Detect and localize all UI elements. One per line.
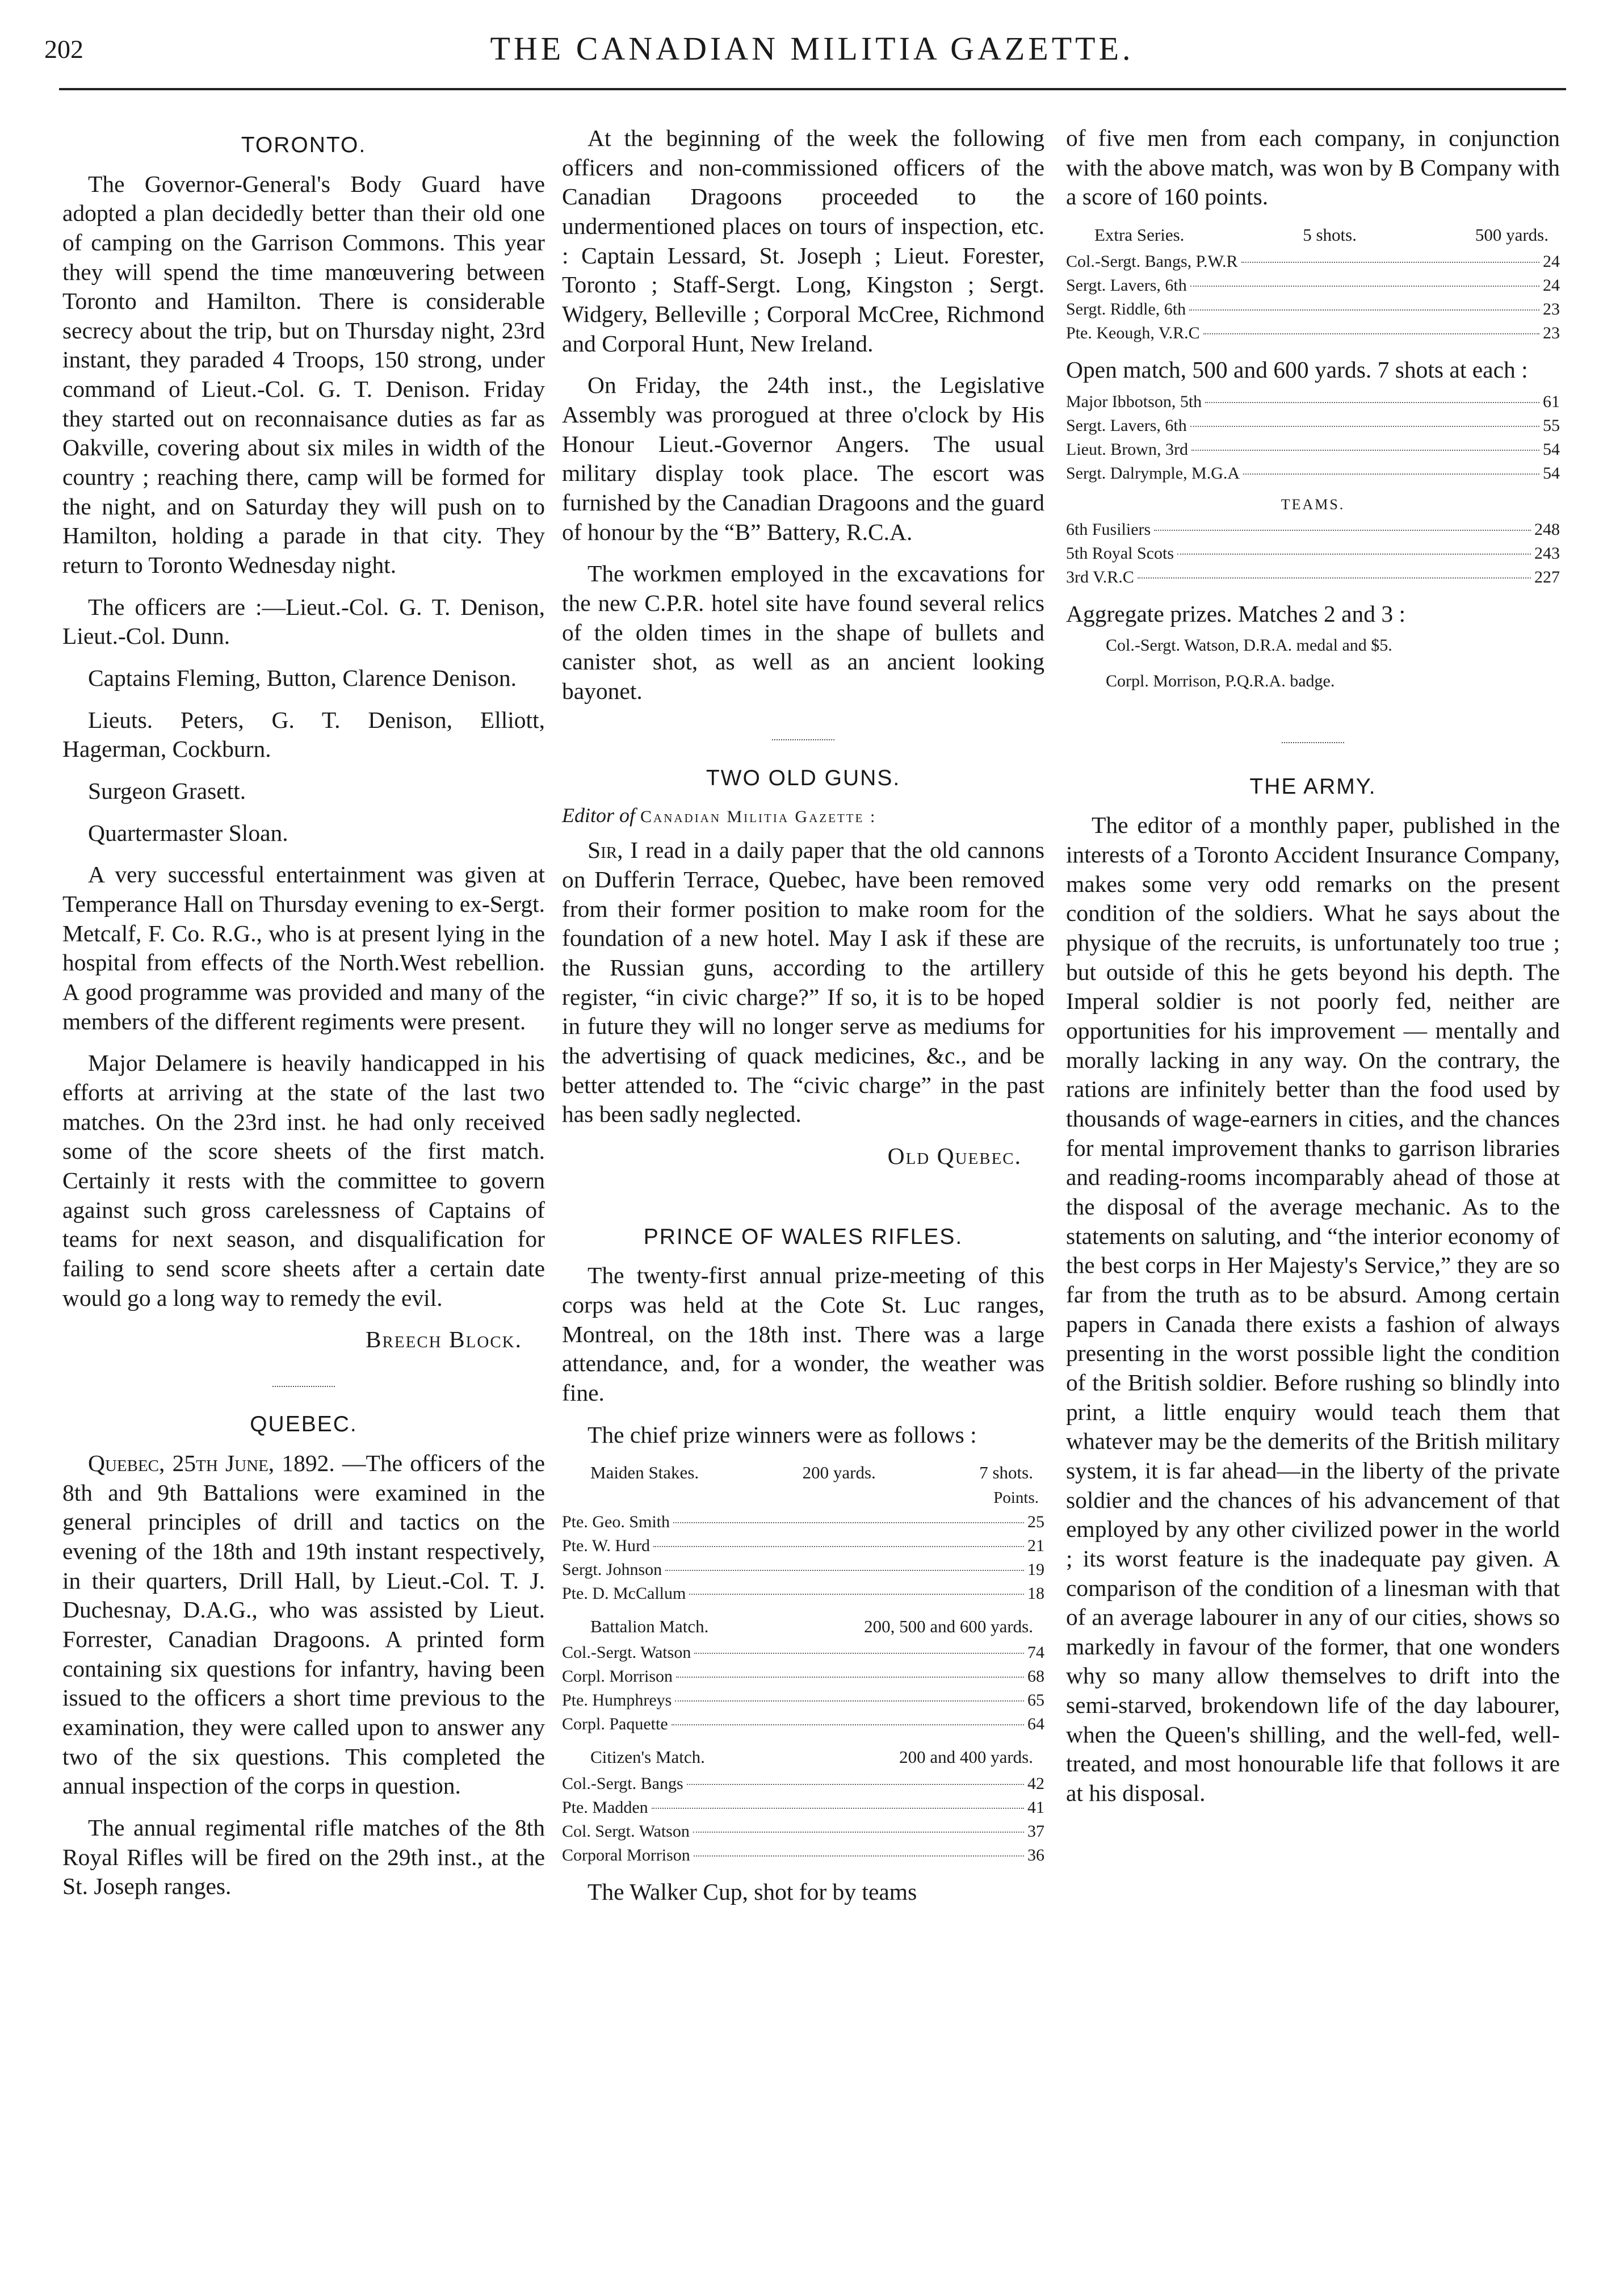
competitor-name: Sergt. Dalrymple, M.G.A <box>1066 464 1240 483</box>
competitor-name: Major Ibbotson, 5th <box>1066 392 1202 412</box>
competitor-name: Corpl. Morrison <box>562 1667 673 1686</box>
editor-name: Canadian Militia Gazette : <box>640 807 877 826</box>
competitor-score: 23 <box>1543 323 1560 342</box>
table-row <box>1066 414 1560 438</box>
table-distance: 500 yards. <box>1475 224 1549 245</box>
team-name: 6th Fusiliers <box>1066 519 1151 539</box>
running-head: THE CANADIAN MILITIA GAZETTE. <box>490 30 1134 67</box>
competitor-score: 42 <box>1027 1774 1044 1794</box>
aggregate-prize-2: Corpl. Morrison, P.Q.R.A. badge. <box>1106 671 1335 690</box>
table-row <box>1066 390 1560 414</box>
competitor-name: Pte. Keough, V.R.C <box>1066 323 1200 342</box>
table-row <box>1066 438 1560 462</box>
separator <box>62 1365 545 1394</box>
letter-text: I read in a daily paper that the old cannons on Dufferin Terrace, Quebec, have been removed from their former position to make room for the foundation of a new hotel. May I ask if these are the Russian guns, according to the artillery register, “in civic charge?” If so, it is to be hoped in future they will no longer serve as mediums for the advertising of quack medicines, &c., and be better attended to. The “civic charge” in the past has been sadly neglected. <box>562 837 1044 1128</box>
competitor-name: Col.-Sergt. Bangs <box>562 1774 683 1794</box>
competitor-name: Sergt. Riddle, 6th <box>1066 299 1186 319</box>
table-shots: 5 shots. <box>1303 224 1357 245</box>
competitor-score: 37 <box>1027 1822 1044 1841</box>
table-title: Citizen's Match. <box>590 1747 705 1767</box>
toronto-signature: Breech Block. <box>365 1326 522 1353</box>
competitor-name: Corporal Morrison <box>562 1846 690 1865</box>
toronto-surgeon: Surgeon Grasett. <box>88 778 246 805</box>
competitor-name: Pte. Geo. Smith <box>562 1512 670 1531</box>
header-rule <box>59 88 1566 90</box>
table-row <box>1066 518 1560 542</box>
table-row <box>562 1796 1044 1820</box>
table-row <box>1066 565 1560 589</box>
aggregate-prizes-label: Aggregate prizes. Matches 2 and 3 : <box>1066 600 1406 627</box>
table-row <box>562 1843 1044 1867</box>
teams-table <box>1066 518 1560 589</box>
toronto-officers: The officers are :—Lieut.-Col. G. T. Denison, Lieut.-Col. Dunn. <box>62 593 545 650</box>
open-match-label: Open match, 500 and 600 yards. 7 shots at each : <box>1066 356 1528 383</box>
table-row <box>562 1582 1044 1606</box>
letter-signature: Old Quebec. <box>887 1143 1022 1170</box>
table-row <box>562 1641 1044 1665</box>
column-1 <box>62 124 545 1914</box>
prince-of-wales-paragraph: The twenty-first annual prize-meeting of this corps was held at the Cote St. Luc ranges, Montreal, on the 18th inst. There was a large attendance, and, for a wonder, the weather was fine. <box>562 1262 1044 1406</box>
table-row <box>562 1712 1044 1736</box>
table-title: Maiden Stakes. <box>590 1463 699 1483</box>
toronto-paragraph: The Governor-General's Body Guard have adopted a plan decidedly better than their old one of camping on the Garrison Commons. This year they will spend the time manœuvering between Toronto and Hamilton. There is considerable secrecy about the trip, but on Thursday night, 23rd instant, they paraded 4 Troops, 150 strong, under command of Lieut.-Col. G. T. Denison. Friday they started out on reconnaisance duties as far as Oakville, covering about six miles in width of the country ; reaching there, camp will be formed for the night, and on Saturday they will push on to Hamilton, holding a parade in that city. They return to Toronto Wednesday night. <box>62 170 545 579</box>
open-match-table <box>1066 390 1560 485</box>
walker-cup-paragraph: The Walker Cup, shot for by teams <box>588 1879 917 1905</box>
table-row <box>1066 542 1560 565</box>
competitor-score: 23 <box>1543 299 1560 319</box>
table-row <box>562 1772 1044 1796</box>
competitor-name: Pte. Madden <box>562 1798 648 1817</box>
competitor-score: 54 <box>1543 440 1560 459</box>
two-old-guns-heading: TWO OLD GUNS. <box>706 766 901 791</box>
table-row <box>562 1534 1044 1558</box>
team-name: 5th Royal Scots <box>1066 543 1174 563</box>
table-row <box>1066 321 1560 345</box>
battalion-match-header <box>562 1616 1044 1638</box>
table-row <box>562 1558 1044 1582</box>
competitor-name: Pte. Humphreys <box>562 1691 672 1710</box>
competitor-score: 64 <box>1027 1715 1044 1734</box>
army-paragraph: The editor of a monthly paper, published in the interests of a Toronto Accident Insurance Company, makes some very odd remarks on the present condition of the soldiers. What he says about the physique of the recruits, is unfortunately too true ; but outside of this he gets beyond his depth. The Imperal soldier is not poorly fed, neither are opportunities for his improvement — mentally and morally lacking in any way. On the contrary, the rations are infinitely better than the food used by thousands of wage-earners in cities, and the chances for mental improvement thanks to garrison libraries and reading-rooms incomparably ahead of those at the disposal of the average mechanic. As to the statements on saluting, and “the interior economy of the best corps in Her Majesty's Service,” they are so far from the truth as to be absurd. Among certain papers in Canada there exists a fashion of always presenting in the worst possible light the condition of the British soldier. Before rushing so blindly into print, a little enquiry would teach them that whatever may be the demerits of the British military system, it is far ahead—in the liberty of the private soldier and the chances of his advancement of that employed by any other civilized power in the world ; its worst feature is the inadequate pay given. A comparison of the condition of a linesman with that of an average labourer in any of our cities, shows so markedly in favour of the former, that one wonders why so many allow themselves to drift into the semi-starved, brokendown life of the day labourer, when the Queen's shilling, and the well-fed, well-treated, and most honourable life that follows it are at his disposal. <box>1066 812 1560 1807</box>
competitor-score: 36 <box>1027 1846 1044 1865</box>
column-3 <box>1066 124 1560 1821</box>
competitor-score: 65 <box>1027 1691 1044 1710</box>
prize-winners-intro: The chief prize winners were as follows : <box>588 1421 977 1448</box>
table-distance: 200 yards. <box>802 1463 876 1483</box>
table-row <box>562 1820 1044 1843</box>
toronto-lieuts: Lieuts. Peters, G. T. Denison, Elliott, Hagerman, Cockburn. <box>62 706 545 762</box>
competitor-name: Col.-Sergt. Watson <box>562 1643 691 1662</box>
competitor-name: Sergt. Lavers, 6th <box>1066 275 1187 295</box>
table-row <box>1066 250 1560 274</box>
page-number: 202 <box>44 35 83 64</box>
table-row <box>562 1665 1044 1688</box>
competitor-name: Lieut. Brown, 3rd <box>1066 440 1188 459</box>
aggregate-prize-1: Col.-Sergt. Watson, D.R.A. medal and $5. <box>1106 636 1392 655</box>
table-shots: 7 shots. <box>979 1463 1033 1483</box>
table-row <box>1066 462 1560 485</box>
dragoons-paragraph: At the beginning of the week the following officers and non-commissioned officers of the Canadian Dragoons proceeded to the undermentioned places on tours of inspection, etc. : Captain Lessard, St. Joseph ; Lieut. Forester, Toronto ; Staff-Sergt. Long, Kingston ; Sergt. Widgery, Belleville ; Corporal McCree, Richmond and Corporal Hunt, New Ireland. <box>562 125 1044 357</box>
competitor-name: Corpl. Paquette <box>562 1715 668 1734</box>
toronto-captains: Captains Fleming, Button, Clarence Denison. <box>88 665 517 692</box>
column-2 <box>562 124 1044 1920</box>
competitor-name: Col. Sergt. Watson <box>562 1822 690 1841</box>
editor-address <box>562 803 1044 828</box>
quebec-rifle-matches: The annual regimental rifle matches of the 8th Royal Rifles will be fired on the 29th inst., at the St. Joseph ranges. <box>62 1814 545 1900</box>
extra-series-table <box>1066 250 1560 345</box>
walker-cup-continued: of five men from each company, in conjunction with the above match, was won by B Company with a score of 160 points. <box>1066 125 1560 210</box>
quebec-paragraph <box>62 1449 545 1801</box>
letter-salutation: Sir, <box>588 837 623 864</box>
competitor-score: 18 <box>1027 1583 1044 1603</box>
maiden-stakes-header <box>562 1462 1044 1484</box>
competitor-score: 74 <box>1027 1643 1044 1662</box>
competitor-name: Sergt. Lavers, 6th <box>1066 416 1187 435</box>
competitor-name: Pte. D. McCallum <box>562 1583 686 1603</box>
team-score: 227 <box>1534 567 1560 586</box>
battalion-match-table <box>562 1641 1044 1736</box>
toronto-quartermaster: Quartermaster Sloan. <box>88 819 288 846</box>
quebec-dateline: Quebec, 25th June, 1892. <box>88 1450 335 1477</box>
citizens-match-table <box>562 1772 1044 1867</box>
competitor-score: 55 <box>1543 416 1560 435</box>
table-distance: 200 and 400 yards. <box>899 1747 1033 1767</box>
separator <box>1066 721 1560 751</box>
citizens-match-header <box>562 1746 1044 1769</box>
team-score: 243 <box>1534 543 1560 563</box>
army-heading: THE ARMY. <box>1249 774 1377 799</box>
team-name: 3rd V.R.C <box>1066 567 1134 586</box>
prince-of-wales-heading: PRINCE OF WALES RIFLES. <box>643 1224 963 1249</box>
competitor-score: 24 <box>1543 275 1560 295</box>
editor-prefix: Editor of <box>562 803 636 827</box>
competitor-name: Sergt. Johnson <box>562 1560 662 1579</box>
table-row <box>562 1688 1044 1712</box>
competitor-score: 54 <box>1543 464 1560 483</box>
two-old-guns-letter <box>562 836 1044 1129</box>
quebec-paragraph-text: —The officers of the 8th and 9th Battalions were examined in the general principles of drill and tactics on the evening of the 18th and 19th instant respectively, in their quarters, Drill Hall, by Lieut.-Col. T. J. Duchesnay, D.A.G., who was assisted by Lieut. Forrester, Canadian Dragoons. A printed form containing six questions for infantry, having been issued to the officers a short time previous to the examination, they were called upon to answer any two of the six questions. This completed the annual inspection of the corps in question. <box>62 1450 545 1799</box>
competitor-score: 19 <box>1027 1560 1044 1579</box>
teams-label: TEAMS. <box>1281 496 1345 513</box>
table-row <box>1066 274 1560 298</box>
excavation-paragraph: The workmen employed in the excavations for the new C.P.R. hotel site have found several relics of the olden times in the shape of bullets and canister shot, as well as an ancient looking bayonet. <box>562 560 1044 704</box>
toronto-entertainment: A very successful entertainment was given at Temperance Hall on Thursday evening to ex-Sergt. Metcalf, F. Co. R.G., who is at present lying in the hospital from effects of the North.West rebellion. A good programme was provided and many of the members of the different regiments were present. <box>62 861 545 1034</box>
separator <box>562 718 1044 748</box>
competitor-score: 41 <box>1027 1798 1044 1817</box>
competitor-score: 21 <box>1027 1536 1044 1555</box>
competitor-score: 68 <box>1027 1667 1044 1686</box>
table-distance: 200, 500 and 600 yards. <box>864 1616 1033 1636</box>
extra-series-header <box>1066 224 1560 246</box>
competitor-score: 61 <box>1543 392 1560 412</box>
table-title: Extra Series. <box>1094 224 1185 245</box>
competitor-score: 25 <box>1027 1512 1044 1531</box>
toronto-delamere: Major Delamere is heavily handicapped in his efforts at arriving at the state of the last two matches. On the 23rd inst. he had only received some of the score sheets of the first match. Certainly it rests with the committee to govern against such gross carelessness of Captains of teams for next season, and disqualification for failing to send score sheets after a certain date would go a long way to remedy the evil. <box>62 1050 545 1311</box>
competitor-name: Pte. W. Hurd <box>562 1536 651 1555</box>
table-row <box>1066 298 1560 321</box>
competitor-name: Col.-Sergt. Bangs, P.W.R <box>1066 252 1238 271</box>
maiden-stakes-table <box>562 1510 1044 1606</box>
legislative-paragraph: On Friday, the 24th inst., the Legislative Assembly was prorogued at three o'clock by His Honour Lieut.-Governor Angers. The usual military display took place. The escort was furnished by the Canadian Dragoons and the guard of honour by the “B” Battery, R.C.A. <box>562 372 1044 545</box>
toronto-heading: TORONTO. <box>241 133 367 157</box>
table-row <box>562 1510 1044 1534</box>
points-label: Points. <box>993 1488 1039 1507</box>
quebec-heading: QUEBEC. <box>250 1412 358 1437</box>
team-score: 248 <box>1534 519 1560 539</box>
table-title: Battalion Match. <box>590 1616 709 1636</box>
competitor-score: 24 <box>1543 252 1560 271</box>
